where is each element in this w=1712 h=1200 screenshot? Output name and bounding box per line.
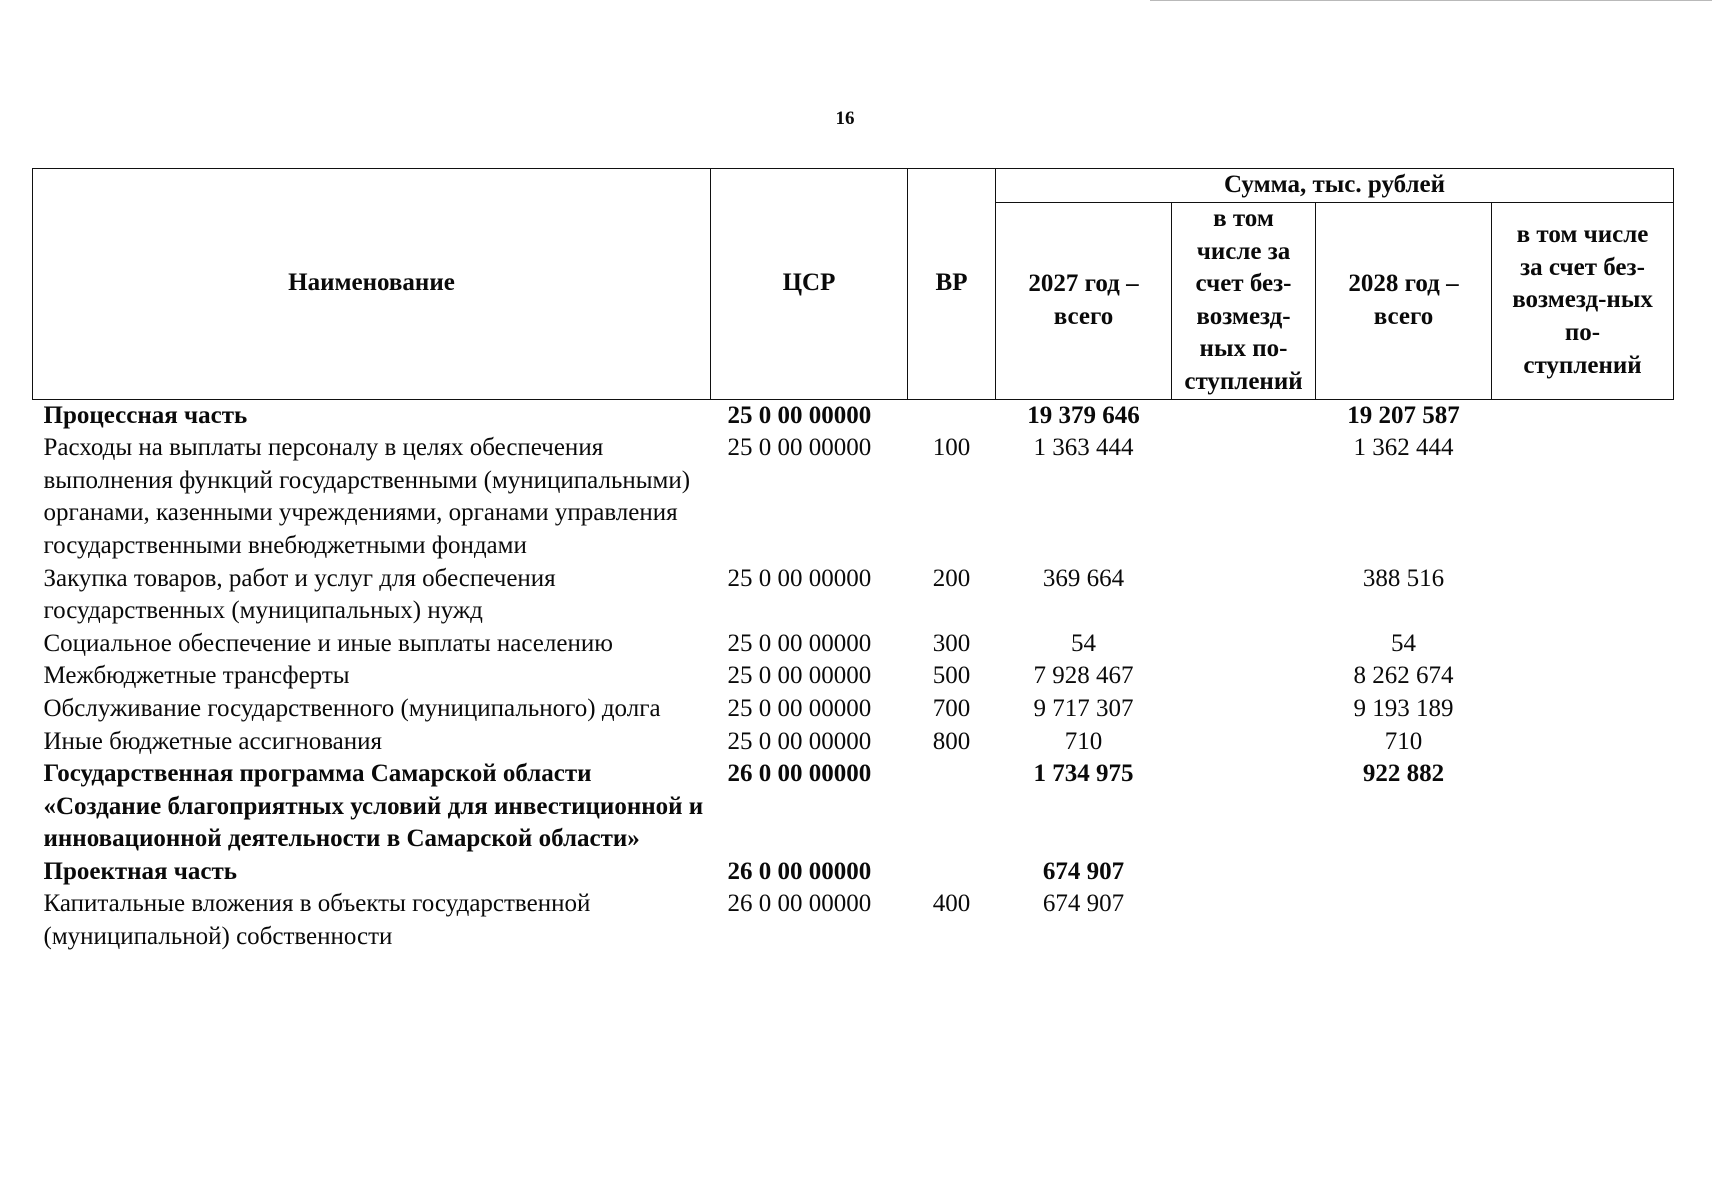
- row-2028-gratuitous: [1492, 628, 1674, 661]
- table-row: [33, 856, 1674, 889]
- row-vr: 700: [932, 694, 971, 722]
- row-2028-total: 1 362 444: [1353, 434, 1454, 462]
- row-2028-gratuitous: [1492, 660, 1674, 693]
- row-2028-total: 19 207 587: [1347, 401, 1460, 429]
- row-csr: 26 0 00 00000: [727, 890, 872, 918]
- row-2028-gratuitous: [1492, 888, 1674, 953]
- row-vr: 800: [932, 727, 971, 755]
- row-2027-total: 674 907: [1042, 890, 1125, 918]
- row-2028-gratuitous: [1492, 563, 1674, 628]
- row-csr: 25 0 00 00000: [727, 694, 872, 722]
- row-2027-gratuitous: [1172, 432, 1316, 562]
- table-row: [33, 432, 1674, 562]
- row-name: Социальное обеспечение и иные выплаты населению: [43, 629, 613, 657]
- table-body: [33, 399, 1674, 954]
- row-csr: 25 0 00 00000: [727, 434, 872, 462]
- row-2027-total: 674 907: [1042, 857, 1125, 885]
- row-2027-gratuitous: [1172, 888, 1316, 953]
- header-csr: ЦСР: [711, 169, 908, 400]
- row-vr: 400: [932, 890, 971, 918]
- header-2028-total: 2028 год – всего: [1316, 203, 1492, 400]
- row-2027-gratuitous: [1172, 726, 1316, 759]
- row-vr: [908, 758, 996, 856]
- header-2027-total: 2027 год – всего: [996, 203, 1172, 400]
- row-2027-gratuitous: [1172, 628, 1316, 661]
- scan-edge-line: [1150, 0, 1712, 1]
- table-row: [33, 660, 1674, 693]
- row-csr: 26 0 00 00000: [727, 857, 872, 885]
- row-2028-total: 54: [1391, 629, 1416, 657]
- row-csr: 25 0 00 00000: [727, 727, 872, 755]
- table-row: [33, 693, 1674, 726]
- row-name: Закупка товаров, работ и услуг для обеспечения государственных (муниципальных) нужд: [43, 564, 556, 625]
- row-2028-gratuitous: [1492, 726, 1674, 759]
- row-2027-total: 369 664: [1042, 564, 1125, 592]
- table-row: [33, 628, 1674, 661]
- row-2027-total: 1 734 975: [1033, 760, 1134, 788]
- budget-allocation-table: [32, 168, 1674, 954]
- row-2028-gratuitous: [1492, 758, 1674, 856]
- row-name: Иные бюджетные ассигнования: [43, 727, 383, 755]
- row-2028-total: 9 193 189: [1353, 694, 1454, 722]
- row-2028-total: [1316, 888, 1492, 953]
- page-number: 16: [835, 108, 855, 129]
- row-2028-total: [1316, 856, 1492, 889]
- row-vr: 100: [932, 434, 971, 462]
- row-vr: 500: [932, 662, 971, 690]
- row-vr: [908, 856, 996, 889]
- row-2027-gratuitous: [1172, 660, 1316, 693]
- row-2028-gratuitous: [1492, 856, 1674, 889]
- row-2027-total: 54: [1071, 629, 1096, 657]
- table-row: [33, 758, 1674, 856]
- row-2027-total: 710: [1064, 727, 1103, 755]
- row-2027-total: 9 717 307: [1033, 694, 1134, 722]
- row-name: Государственная программа Самарской области «Создание благоприятных условий для инвестиционной и инновационной деятельности в Самарской области»: [43, 760, 704, 853]
- row-2028-total: 388 516: [1362, 564, 1445, 592]
- row-csr: 25 0 00 00000: [727, 629, 872, 657]
- row-2028-total: 922 882: [1362, 760, 1445, 788]
- row-2028-total: 710: [1384, 727, 1423, 755]
- row-vr: 300: [932, 629, 971, 657]
- row-name: Расходы на выплаты персоналу в целях обеспечения выполнения функций государственными (муниципальными) органами, казенными учреждениями, органами управления государственными внебюджетными фондами: [43, 434, 691, 559]
- table-row: [33, 563, 1674, 628]
- row-2027-gratuitous: [1172, 856, 1316, 889]
- row-2028-gratuitous: [1492, 399, 1674, 432]
- row-csr: 25 0 00 00000: [727, 662, 872, 690]
- row-2028-gratuitous: [1492, 432, 1674, 562]
- table-row: [33, 399, 1674, 432]
- row-name: Межбюджетные трансферты: [43, 662, 350, 690]
- table-row: [33, 726, 1674, 759]
- row-vr: 200: [932, 564, 971, 592]
- row-2027-total: 7 928 467: [1033, 662, 1134, 690]
- row-name: Процессная часть: [43, 401, 248, 429]
- header-2028-gratuitous: в том числе за счет без-возмезд-ных по-ступлений: [1492, 203, 1674, 400]
- row-2027-gratuitous: [1172, 758, 1316, 856]
- header-sum-group: Сумма, тыс. рублей: [996, 169, 1674, 203]
- row-2028-total: 8 262 674: [1353, 662, 1454, 690]
- row-name: Обслуживание государственного (муниципального) долга: [43, 694, 661, 722]
- row-2027-gratuitous: [1172, 563, 1316, 628]
- table-row: [33, 888, 1674, 953]
- row-vr: [908, 399, 996, 432]
- row-name: Капитальные вложения в объекты государственной (муниципальной) собственности: [43, 890, 591, 951]
- row-2027-gratuitous: [1172, 399, 1316, 432]
- row-2027-total: 19 379 646: [1027, 401, 1140, 429]
- row-csr: 25 0 00 00000: [727, 564, 872, 592]
- header-2027-gratuitous: в том числе за счет без-возмезд-ных по-ступлений: [1172, 203, 1316, 400]
- header-name: Наименование: [33, 169, 711, 400]
- row-csr: 26 0 00 00000: [727, 760, 872, 788]
- row-2027-total: 1 363 444: [1033, 434, 1134, 462]
- header-vr: ВР: [908, 169, 996, 400]
- row-2028-gratuitous: [1492, 693, 1674, 726]
- row-csr: 25 0 00 00000: [727, 401, 872, 429]
- row-2027-gratuitous: [1172, 693, 1316, 726]
- row-name: Проектная часть: [43, 857, 238, 885]
